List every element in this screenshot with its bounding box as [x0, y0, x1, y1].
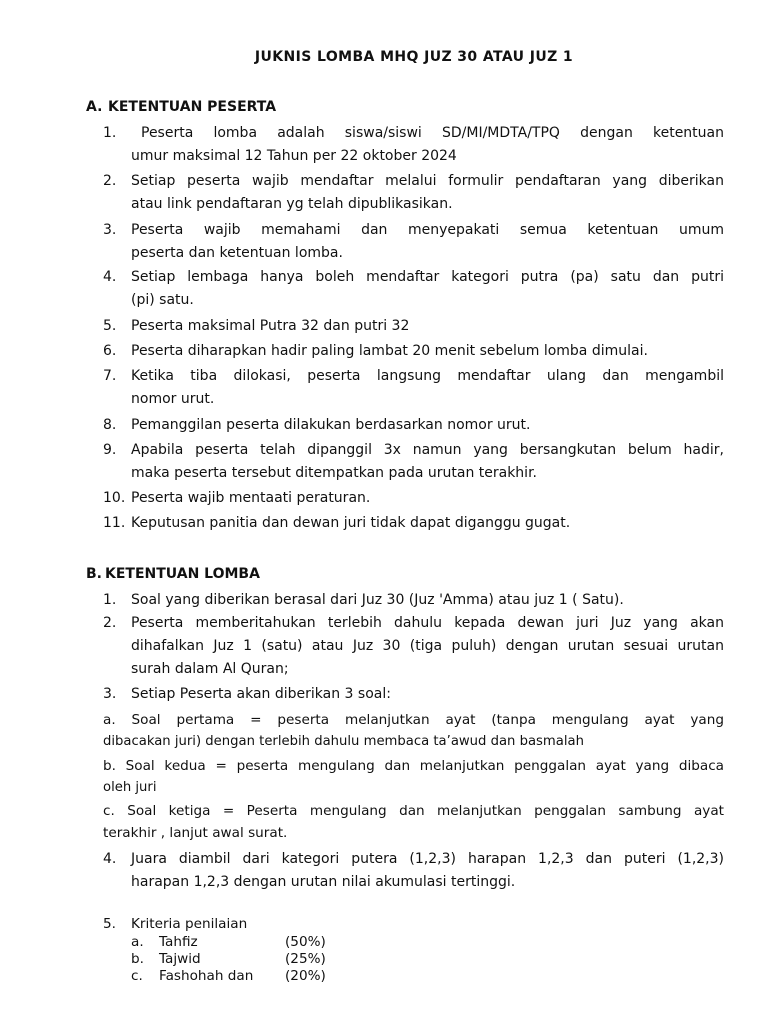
section-a-letter: A. — [86, 99, 103, 115]
list-item: 4. Setiap lembaga hanya boleh mendaftar kategori putra (pa) satu dan putri (pi) satu. — [103, 269, 724, 308]
list-item: 6. Peserta diharapkan hadir paling lambat 20 menit sebelum lomba dimulai. — [103, 343, 648, 359]
criteria-row: a. Tahfiz (50%) — [131, 934, 326, 950]
list-item: 11. Keputusan panitia dan dewan juri tidak dapat diganggu gugat. — [103, 515, 571, 531]
list-item: 2. Setiap peserta wajib mendaftar melalui formulir pendaftaran yang diberikan atau link pendaftaran yg telah dipublikasikan. — [103, 173, 724, 212]
list-item: 2. Peserta memberitahukan terlebih dahulu kepada dewan juri Juz yang akan dihafalkan Juz 1 (satu) atau Juz 30 (tiga puluh) dengan urutan sesuai urutan surah dalam Al Quran; — [103, 615, 724, 677]
section-a-heading — [86, 99, 276, 115]
list-item: 3. Setiap Peserta akan diberikan 3 soal: — [103, 686, 391, 702]
list-item: 9. Apabila peserta telah dipanggil 3x namun yang bersangkutan belum hadir, maka peserta tersebut ditempatkan pada urutan terakhir. — [103, 442, 724, 481]
list-item: 1. Soal yang diberikan berasal dari Juz 30 (Juz 'Amma) atau juz 1 ( Satu). — [103, 592, 624, 608]
section-b-letter: B. — [86, 566, 102, 582]
list-item: 4. Juara diambil dari kategori putera (1,2,3) harapan 1,2,3 dan puteri (1,2,3) harapan 1,2,3 dengan urutan nilai akumulasi tertinggi. — [103, 851, 724, 890]
section-a-title: KETENTUAN PESERTA — [108, 99, 277, 115]
list-item: 8. Pemanggilan peserta dilakukan berdasarkan nomor urut. — [103, 417, 531, 433]
list-item: 10. Peserta wajib mentaati peraturan. — [103, 490, 371, 506]
sub-item-a: a. Soal pertama = peserta melanjutkan ayat (tanpa mengulang ayat yang dibacakan juri) dengan terlebih dahulu membaca ta’awud dan basmalah — [103, 712, 724, 749]
criteria-row: c. Fashohah dan (20%) — [131, 968, 326, 984]
sub-item-c: c. Soal ketiga = Peserta mengulang dan melanjutkan penggalan sambung ayat terakhir , lanjut awal surat. — [103, 803, 724, 841]
criteria-row: b. Tajwid (25%) — [131, 951, 326, 967]
list-item: 5. Peserta maksimal Putra 32 dan putri 32 — [103, 318, 410, 334]
sub-item-b: b. Soal kedua = peserta mengulang dan melanjutkan penggalan ayat yang dibaca oleh juri — [103, 758, 724, 795]
list-item: 3. Peserta wajib memahami dan menyepakati semua ketentuan umum peserta dan ketentuan lomba. — [103, 222, 724, 261]
list-item: 7. Ketika tiba dilokasi, peserta langsung mendaftar ulang dan mengambil nomor urut. — [103, 368, 724, 407]
section-b-title: KETENTUAN LOMBA — [105, 566, 260, 582]
section-b-heading — [86, 566, 260, 582]
document-title: JUKNIS LOMBA MHQ JUZ 30 ATAU JUZ 1 — [254, 49, 574, 65]
criteria-heading: 5. Kriteria penilaian — [103, 916, 248, 932]
list-item: 1. Peserta lomba adalah siswa/siswi SD/MI/MDTA/TPQ dengan ketentuan umur maksimal 12 Tahun per 22 oktober 2024 — [103, 125, 724, 164]
